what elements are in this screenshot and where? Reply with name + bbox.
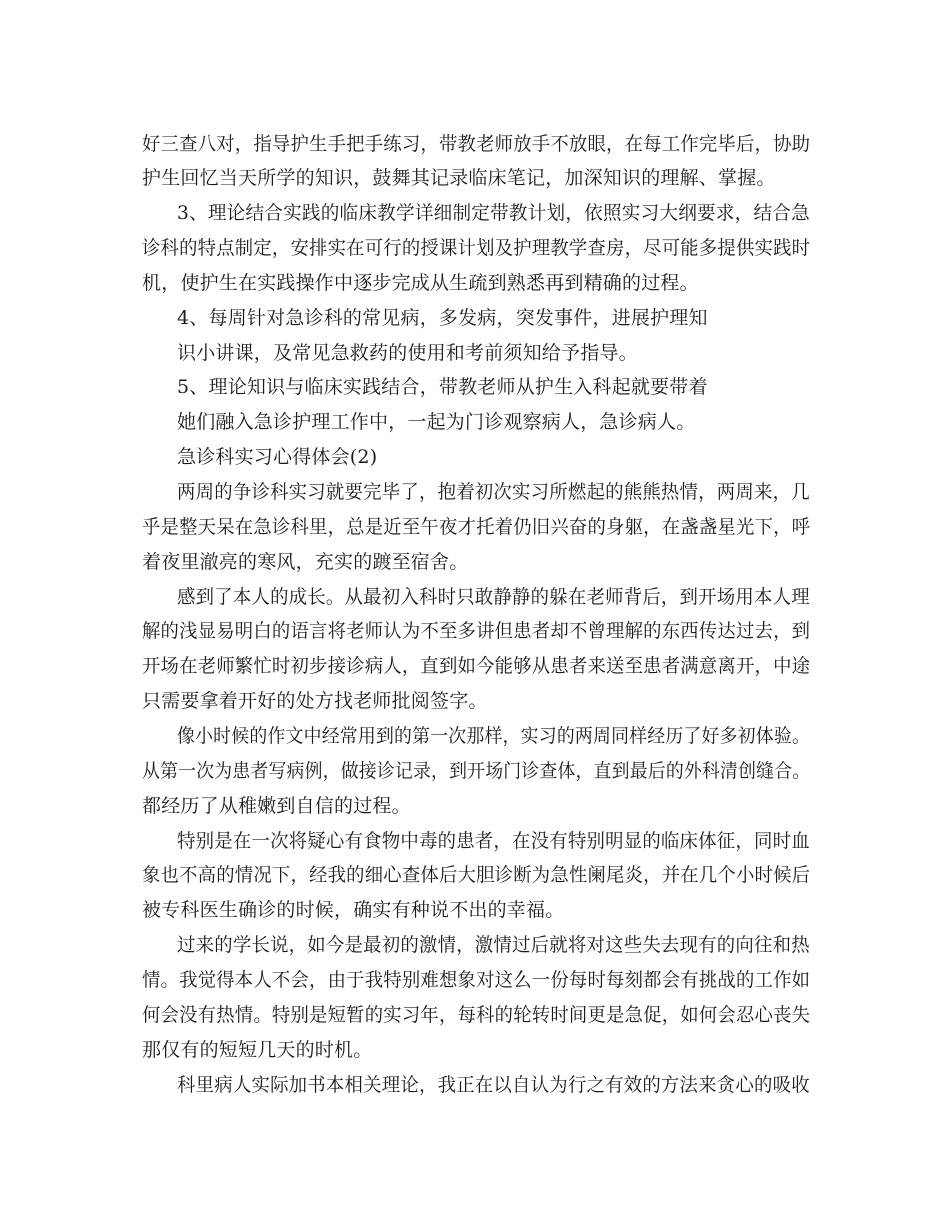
text-line: 情。我觉得本人不会，由于我特别难想象对这么一份每时每刻都会有挑战的工作如	[142, 969, 811, 991]
text-line: 急诊科实习心得体会(2)	[177, 446, 378, 468]
text-line: 5、理论知识与临床实践结合，带教老师从护生入科起就要带着	[177, 376, 708, 398]
text-line: 她们融入急诊护理工作中，一起为门诊观察病人，急诊病人。	[177, 411, 696, 433]
text-line: 诊科的特点制定，安排实在可行的授课计划及护理教学查房，尽可能多提供实践时	[142, 237, 811, 259]
text-line: 都经历了从稚嫩到自信的过程。	[142, 795, 411, 817]
text-line: 只需要拿着开好的处方找老师批阅签字。	[142, 690, 488, 712]
text-line: 乎是整天呆在急诊科里，总是近至午夜才托着仍旧兴奋的身躯，在盏盏星光下，呼	[142, 516, 811, 538]
text-line: 被专科医生确诊的时候，确实有种说不出的幸福。	[142, 899, 565, 921]
text-line: 那仅有的短短几天的时机。	[142, 1039, 373, 1061]
text-line: 4、每周针对急诊科的常见病，多发病，突发事件，进展护理知	[177, 307, 708, 329]
text-line: 好三查八对，指导护生手把手练习，带教老师放手不放眼，在每工作完毕后，协助	[142, 133, 811, 155]
text-line: 着夜里澈亮的寒风，充实的踱至宿舍。	[142, 551, 469, 573]
text-line: 识小讲课，及常见急救药的使用和考前须知给予指导。	[177, 342, 638, 364]
text-line: 从第一次为患者写病例，做接诊记录，到开场门诊查体，直到最后的外科清创缝合。	[142, 760, 811, 782]
text-line: 护生回忆当天所学的知识，鼓舞其记录临床笔记，加深知识的理解、掌握。	[142, 167, 776, 189]
text-line: 机，使护生在实践操作中逐步完成从生疏到熟悉再到精确的过程。	[142, 272, 699, 294]
text-line: 象也不高的情况下，经我的细心查体后大胆诊断为急性阑尾炎，并在几个小时候后	[142, 864, 811, 886]
text-line: 3、理论结合实践的临床教学详细制定带教计划，依照实习大纲要求，结合急	[177, 202, 810, 224]
text-line: 科里病人实际加书本相关理论，我正在以自认为行之有效的方法来贪心的吸收	[177, 1074, 810, 1096]
text-line: 过来的学长说，如今是最初的激情，激情过后就将对这些失去现有的向往和热	[177, 934, 810, 956]
text-line: 感到了本人的成长。从最初入科时只敢静静的躲在老师背后，到开场用本人理	[177, 586, 810, 608]
text-line: 何会没有热情。特别是短暂的实习年，每科的轮转时间更是急促，如何会忍心丧失	[142, 1004, 811, 1026]
text-line: 像小时候的作文中经常用到的第一次那样，实习的两周同样经历了好多初体验。	[177, 725, 811, 747]
text-line: 开场在老师繁忙时初步接诊病人，直到如今能够从患者来送至患者满意离开，中途	[142, 655, 811, 677]
text-line: 特别是在一次将疑心有食物中毒的患者，在没有特别明显的临床体征，同时血	[177, 830, 810, 852]
text-line: 解的浅显易明白的语言将老师认为不至多讲但患者却不曾理解的东西传达过去，到	[142, 620, 811, 642]
text-line: 两周的争诊科实习就要完毕了，抱着初次实习所燃起的熊熊热情，两周来，几	[177, 481, 810, 503]
